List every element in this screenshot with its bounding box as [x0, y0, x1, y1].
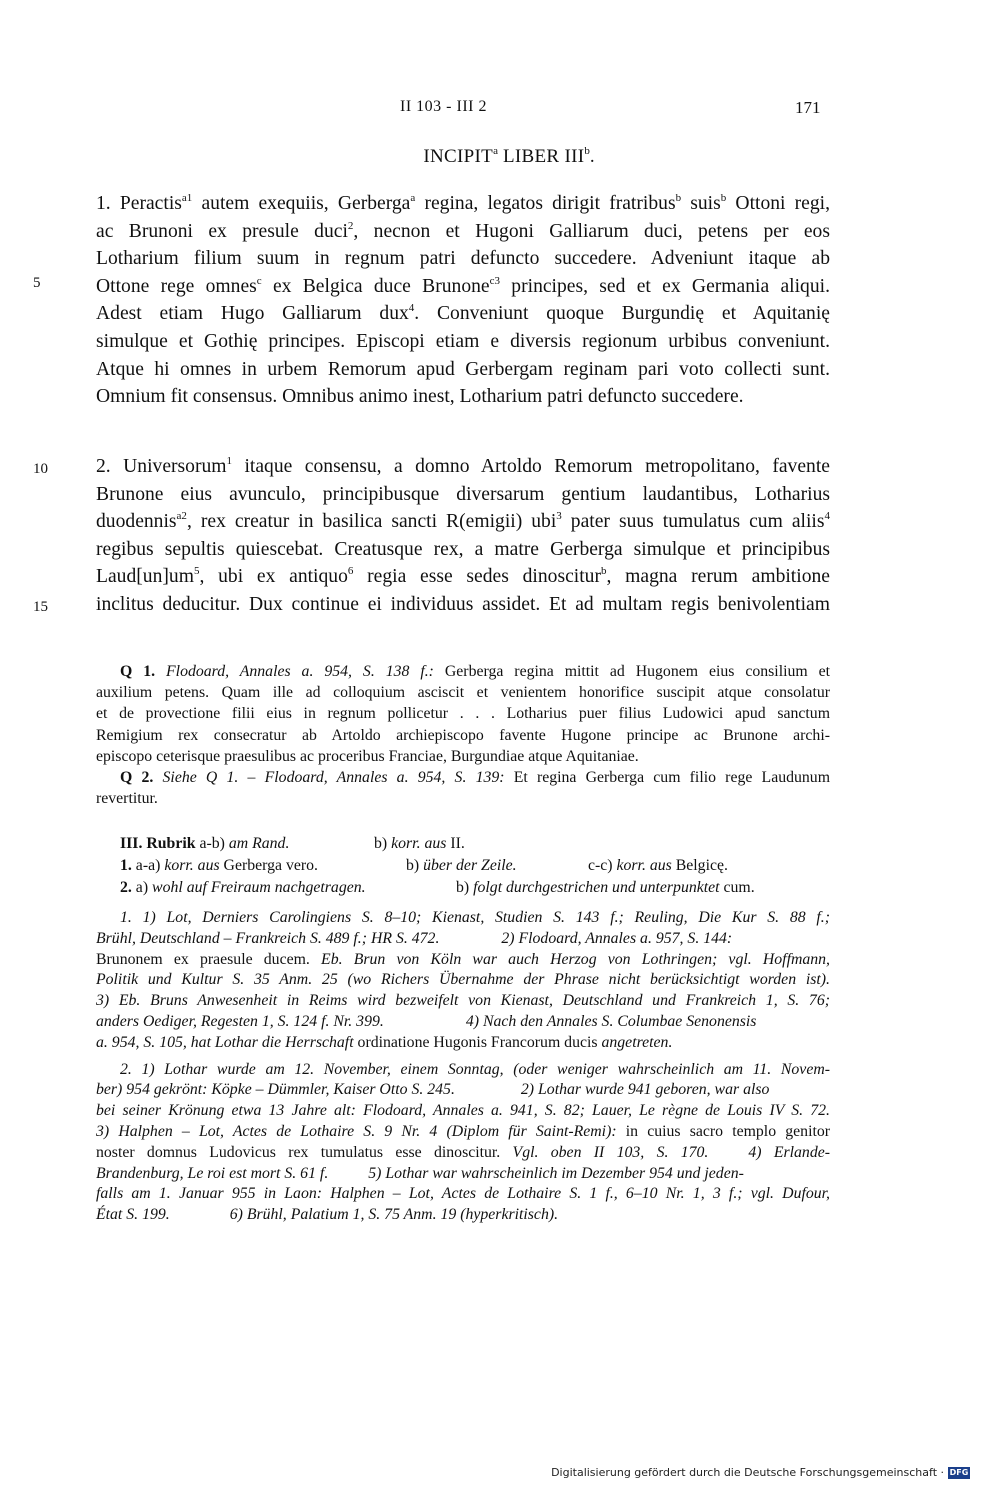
text-line: inclitus deducitur. Dux continue ei individuus assidet. Et ad multam regis benivolentiam — [96, 593, 830, 615]
apparatus-row: 1. a-a) korr. aus Gerberga vero. — [120, 857, 319, 874]
chapter-2 — [96, 453, 830, 619]
footnote-line: 1. 1) Lot, Derniers Carolingiens S. 8–10; Kienast, Studien S. 143 f.; Reuling, Die Kur S. 88 f.; — [120, 909, 830, 926]
apparatus-row: III. Rubrik a-b) am Rand. — [120, 835, 290, 852]
text-line: regibus sepultis quiescebat. Creatusque rex, a matre Gerberga simulque et principibus — [96, 538, 830, 560]
text-line: 1. Peractis$^{a1}$ autem exequiis, Gerberga$^a$ regina, legatos dirigit fratribus$^b$ suis$^b$ Ottoni regi, — [96, 192, 831, 214]
running-title: II 103 - III 2 — [400, 98, 487, 115]
footnote-line: Brandenburg, Le roi est mort S. 61 f. 5) Lothar war wahrscheinlich im Dezember 954 und jeden- — [96, 1164, 744, 1182]
text-line: simulque et Gothię principes. Episcopi etiam e diversis regionum urbibus conveniunt. — [96, 330, 830, 352]
book-title: INCIPIT$^a$ LIBER III$^b$. — [423, 145, 595, 167]
footnote-line: ber) 954 gekrönt: Köpke – Dümmler, Kaiser Otto S. 245. 2) Lothar wurde 941 geboren, war also — [96, 1081, 770, 1099]
text-line: Omnium fit consensus. Omnibus animo inest, Lotharium patri defuncto succedere. — [96, 386, 744, 408]
source-q1-line: auxilium petens. Quam ille ad colloquium asciscit et venientem honorifice suscipit atque consolatur — [96, 684, 830, 702]
apparatus-row: b) folgt durchgestrichen und unterpunktet cum. — [456, 879, 755, 896]
text-line: $Laud[un]um^5$, ubi ex antiquo$^6$ regia esse sedes dinoscitur$^b$, magna rerum ambitione — [96, 565, 830, 588]
footnote-line: Politik und Kultur S. 35 Anm. 25 (wo Richers Übernahme der Phrase nicht berücksichtigt worden ist). — [96, 971, 830, 989]
footnote-line: Brunonem ex praesule ducem. Eb. Brun von Köln war auch Herzog von Lothringen; vgl. Hoffmann, — [96, 950, 831, 968]
source-q1-line: Remigium rex consecratur ab Artoldo archiepiscopo favente Hugone principe ac Brunone archi- — [96, 726, 830, 744]
footnote-line: 3) Halphen – Lot, Actes de Lothaire S. 9 Nr. 4 (Diplom für Saint-Remi): in cuius sacro templo genitor — [96, 1122, 831, 1140]
source-q2-line: Q 2. Siehe Q 1. – Flodoard, Annales a. 954, S. 139: Et regina Gerberga cum filio rege Laudunum — [120, 768, 830, 786]
digitization-credit — [551, 1466, 970, 1479]
footnote-line: Brühl, Deutschland – Frankreich S. 489 f.; HR S. 472. 2) Flodoard, Annales a. 957, S. 144: — [96, 929, 733, 947]
text-line: Adest etiam Hugo Galliarum dux$^4$. Conveniunt quoque Burgundię et Aquitanię — [96, 302, 830, 325]
page-header — [0, 98, 1000, 122]
text-line: 2. Universorum$^1$ itaque consensu, a domno Artoldo Remorum metropolitano, favente — [96, 455, 830, 477]
chapter-1 — [96, 190, 830, 411]
footnote-line: 3) Eb. Bruns Anwesenheit in Reims wird bezweifelt von Kienast, Deutschland und Frankreich 1, S. 76; — [96, 992, 830, 1010]
apparatus-row: b) über der Zeile. — [406, 857, 517, 874]
apparatus-row: c-c) korr. aus Belgicę. — [588, 857, 728, 874]
footnote-line: État S. 199. 6) Brühl, Palatium 1, S. 75 Anm. 19 (hyperkritisch). — [96, 1206, 559, 1224]
text-line: Atque hi omnes in urbem Remorum apud Gerbergam reginam pari voto collecti sunt. — [96, 358, 830, 380]
footnote-line: 2. 1) Lothar wurde am 12. November, einem Sonntag, (oder weniger wahrscheinlich am 11. Novem- — [120, 1060, 830, 1078]
dfg-logo-icon: DFG — [949, 1467, 969, 1477]
source-q1-line: episcopo ceterisque praesulibus ac proceribus Franciae, Burgundiae atque Aquitaniae. — [96, 747, 639, 765]
text-line: Brunone eius avunculo, principibusque diversarum gentium laudantibus, Lotharius — [96, 483, 830, 505]
source-notes — [96, 661, 830, 809]
apparatus-row: 2. a) wohl auf Freiraum nachgetragen. — [120, 879, 366, 896]
critical-apparatus — [120, 835, 830, 905]
source-q2-line: revertitur. — [96, 790, 158, 808]
footnote-line: falls am 1. Januar 955 in Laon: Halphen – Lot, Actes de Lothaire S. 1 f., 6–10 Nr. 1, 3 f.; vgl. Dufour, — [96, 1185, 830, 1203]
text-line: ac Brunoni ex presule duci$^2$, necnon et Hugoni Galliarum duci, petens per eos — [96, 219, 830, 242]
line-number-5: 5 — [33, 275, 41, 291]
source-q1-line: et de provectione filii eius in regnum pollicetur . . . Lotharius puer filius Ludowici apud sanctum — [96, 705, 830, 723]
footnote-line: anders Oediger, Regesten 1, S. 124 f. Nr. 399. 4) Nach den Annales S. Columbae Senonensis — [96, 1012, 757, 1030]
apparatus-row: b) korr. aus II. — [374, 835, 465, 852]
footnote-line: a. 954, S. 105, hat Lothar die Herrschaft ordinatione Hugonis Francorum ducis angetreten. — [96, 1033, 673, 1051]
source-q1-line: Q 1. Flodoard, Annales a. 954, S. 138 f.: Gerberga regina mittit ad Hugonem eius consilium et — [120, 663, 831, 680]
text-line: duodennis$^{a2}$, rex creatur in basilica sancti R(emigii) ubi$^3$ pater suus tumulatus cum aliis$^4$ — [96, 510, 830, 533]
page-number: 171 — [795, 98, 821, 117]
line-number-10: 10 — [33, 461, 48, 477]
credit-text: Digitalisierung gefördert durch die Deutsche Forschungsgemeinschaft · — [551, 1466, 944, 1479]
text-line: Lotharium filium suum in regnum patri defuncto succedere. Adveniunt itaque ab — [96, 248, 830, 270]
footnote-line: noster domnus Ludovicus rex tumulatus esse dinoscitur. Vgl. oben II 103, S. 170. 4) Erlande- — [96, 1143, 830, 1161]
text-line: Ottone rege omnes$^c$ ex Belgica duce Brunone$^{c3}$ principes, sed et ex Germania aliqui. — [96, 274, 830, 297]
line-number-15: 15 — [33, 599, 48, 615]
footnote-line: bei seiner Krönung etwa 13 Jahre alt: Flodoard, Annales a. 941, S. 82; Lauer, Le règne de Louis IV S. 72. — [96, 1102, 830, 1120]
footnotes — [96, 908, 830, 1226]
